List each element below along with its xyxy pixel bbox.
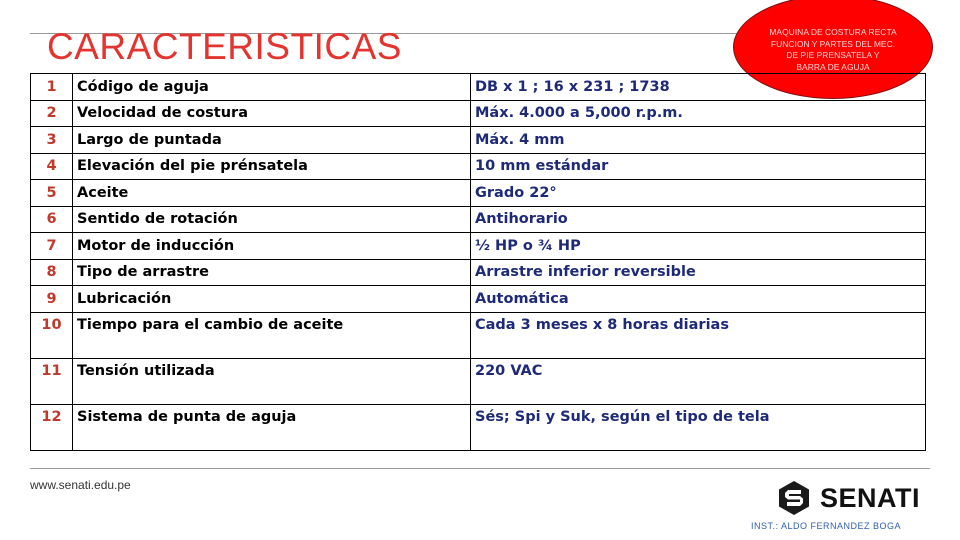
table-row: [31, 404, 926, 450]
callout-line-2: FUNCION Y PARTES DEL MEC.: [770, 38, 896, 49]
feature-value: Grado 22°: [471, 180, 926, 207]
feature-name: Sistema de punta de aguja: [73, 404, 471, 450]
feature-value: Cada 3 meses x 8 horas diarias: [471, 312, 926, 358]
feature-name: Largo de puntada: [73, 127, 471, 154]
row-number: 7: [31, 233, 73, 260]
feature-name: Código de aguja: [73, 74, 471, 101]
table-row: [31, 74, 926, 101]
table-row: [31, 153, 926, 180]
senati-logo-icon: [776, 480, 812, 516]
row-number: 2: [31, 100, 73, 127]
row-number: 12: [31, 404, 73, 450]
table-row: [31, 358, 926, 404]
feature-value: Máx. 4 mm: [471, 127, 926, 154]
feature-name: Lubricación: [73, 286, 471, 313]
feature-value: Sés; Spi y Suk, según el tipo de tela: [471, 404, 926, 450]
callout-line-1: MAQUINA DE COSTURA RECTA: [769, 27, 897, 37]
feature-value: Automática: [471, 286, 926, 313]
row-number: 6: [31, 206, 73, 233]
row-number: 5: [31, 180, 73, 207]
feature-name: Velocidad de costura: [73, 100, 471, 127]
feature-value: DB x 1 ; 16 x 231 ; 1738: [471, 74, 926, 101]
row-number: 10: [31, 312, 73, 358]
instructor-credit: INST.: ALDO FERNANDEZ BOGA: [751, 521, 902, 531]
row-number: 11: [31, 358, 73, 404]
feature-name: Tipo de arrastre: [73, 259, 471, 286]
feature-value: Máx. 4.000 a 5,000 r.p.m.: [471, 100, 926, 127]
feature-value: 220 VAC: [471, 358, 926, 404]
senati-logo: [776, 480, 920, 516]
row-number: 1: [31, 74, 73, 101]
feature-name: Motor de inducción: [73, 233, 471, 260]
brand-name: SENATI: [820, 482, 921, 513]
table-row: [31, 259, 926, 286]
row-number: 4: [31, 153, 73, 180]
feature-value: Arrastre inferior reversible: [471, 259, 926, 286]
table-row: [31, 206, 926, 233]
callout-line-3: DE PIE PRENSATELA Y: [786, 50, 880, 60]
feature-value: ½ HP o ¾ HP: [471, 233, 926, 260]
feature-name: Aceite: [73, 180, 471, 207]
table-row: [31, 233, 926, 260]
specifications-table: [30, 73, 926, 451]
table-row: [31, 180, 926, 207]
slide-title: CARACTERISTICAS: [47, 26, 402, 67]
row-number: 9: [31, 286, 73, 313]
feature-name: Tiempo para el cambio de aceite: [73, 312, 471, 358]
feature-name: Tensión utilizada: [73, 358, 471, 404]
table-row: [31, 127, 926, 154]
website-url: www.senati.edu.pe: [30, 478, 131, 492]
table-row: [31, 312, 926, 358]
row-number: 8: [31, 259, 73, 286]
feature-name: Sentido de rotación: [73, 206, 471, 233]
row-number: 3: [31, 127, 73, 154]
feature-name: Elevación del pie prénsatela: [73, 153, 471, 180]
feature-value: Antihorario: [471, 206, 926, 233]
table-row: [31, 100, 926, 127]
feature-value: 10 mm estándar: [471, 153, 926, 180]
table-row: [31, 286, 926, 313]
bottom-divider: [30, 468, 930, 469]
callout-line-4: BARRA DE AGUJA: [796, 61, 870, 72]
